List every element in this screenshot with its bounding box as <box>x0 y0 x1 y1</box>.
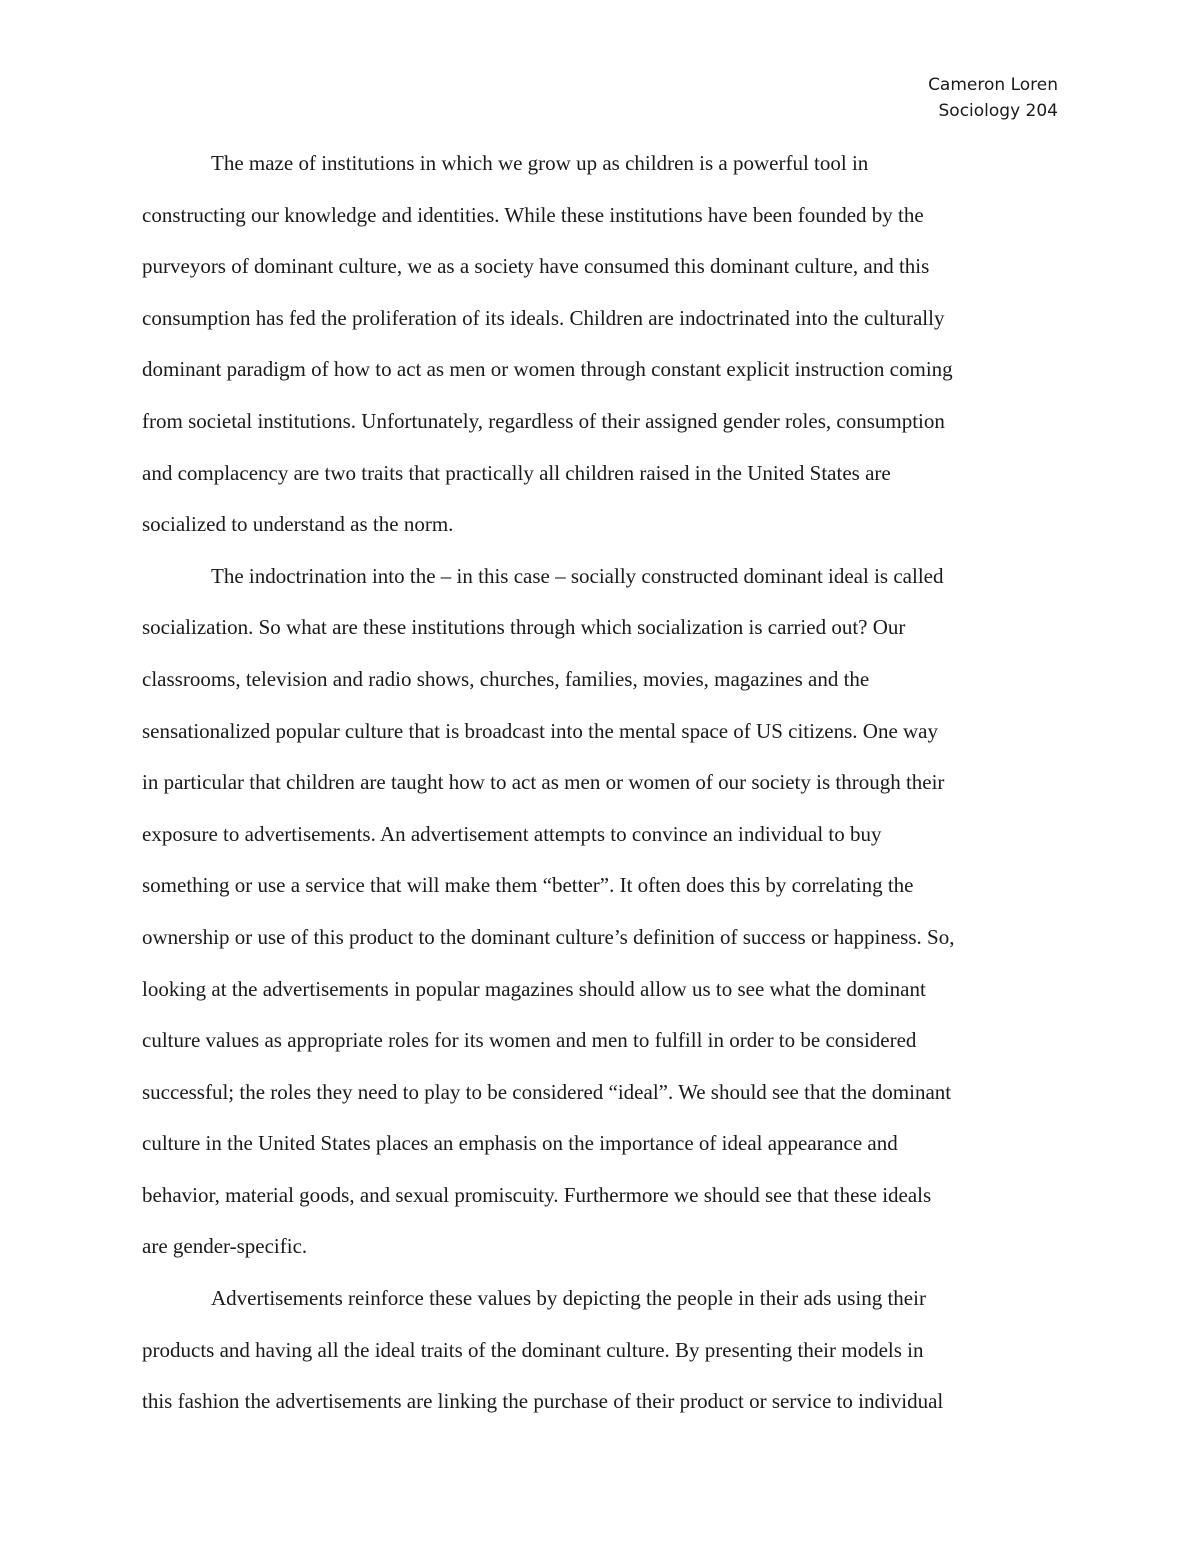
text-line: Advertisements reinforce these values by depicting the people in their ads using their <box>211 1286 926 1311</box>
paragraph-1 <box>142 138 1058 551</box>
text-line: consumption has fed the proliferation of its ideals. Children are indoctrinated into the culturally <box>142 305 945 330</box>
text-line: purveyors of dominant culture, we as a society have consumed this dominant culture, and this <box>142 254 930 279</box>
text-line: classrooms, television and radio shows, churches, families, movies, magazines and the <box>142 666 870 691</box>
text-line: behavior, material goods, and sexual promiscuity. Furthermore we should see that these ideals <box>142 1182 932 1207</box>
text-line: sensationalized popular culture that is broadcast into the mental space of US citizens. One way <box>142 718 939 743</box>
text-line: culture in the United States places an emphasis on the importance of ideal appearance and <box>142 1131 898 1156</box>
author-name: Cameron Loren <box>928 75 1058 95</box>
text-line: looking at the advertisements in popular magazines should allow us to see what the dominant <box>142 976 926 1001</box>
text-line: The indoctrination into the – in this case – socially constructed dominant ideal is called <box>211 563 944 588</box>
course-name: Sociology 204 <box>938 101 1058 121</box>
text-line: constructing our knowledge and identities. While these institutions have been founded by the <box>142 202 924 227</box>
page-header <box>928 72 1058 124</box>
text-line: socialized to understand as the norm. <box>142 512 454 537</box>
text-line: successful; the roles they need to play to be considered “ideal”. We should see that the dominant <box>142 1079 952 1104</box>
text-line: something or use a service that will make them “better”. It often does this by correlating the <box>142 873 914 898</box>
text-line: culture values as appropriate roles for its women and men to fulfill in order to be considered <box>142 1028 917 1053</box>
document-body <box>142 138 1058 1428</box>
text-line: from societal institutions. Unfortunately, regardless of their assigned gender roles, consumption <box>142 408 945 433</box>
text-line: this fashion the advertisements are linking the purchase of their product or service to individual <box>142 1389 944 1414</box>
paragraph-3 <box>142 1273 1058 1428</box>
text-line: in particular that children are taught how to act as men or women of our society is through their <box>142 770 945 795</box>
text-line: The maze of institutions in which we grow up as children is a powerful tool in <box>211 151 869 175</box>
text-line: socialization. So what are these institutions through which socialization is carried out? Our <box>142 615 906 640</box>
text-line: products and having all the ideal traits of the dominant culture. By presenting their models in <box>142 1337 924 1362</box>
text-line: dominant paradigm of how to act as men or women through constant explicit instruction coming <box>142 357 953 382</box>
text-line: and complacency are two traits that practically all children raised in the United States are <box>142 460 891 485</box>
text-line: are gender-specific. <box>142 1234 308 1259</box>
text-line: exposure to advertisements. An advertisement attempts to convince an individual to buy <box>142 821 882 846</box>
paragraph-2 <box>142 551 1058 1273</box>
text-line: ownership or use of this product to the dominant culture’s definition of success or happiness. So, <box>142 924 955 949</box>
